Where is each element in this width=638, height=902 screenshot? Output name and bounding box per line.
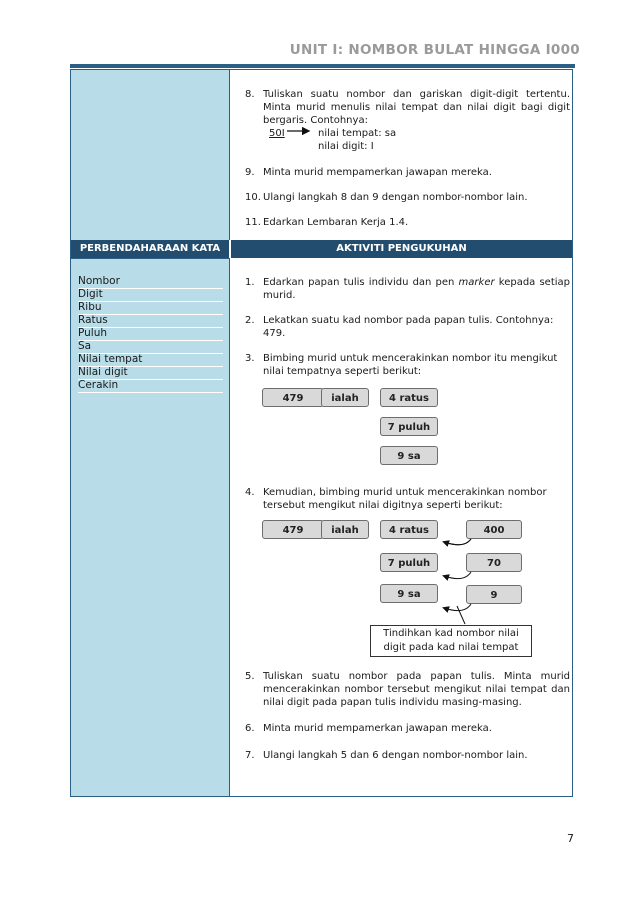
digit-card-9: 9 — [466, 585, 522, 604]
step-6 — [245, 722, 570, 735]
note-pointer-line — [457, 606, 465, 624]
step-number: 8. — [245, 89, 255, 100]
place-card-puluh: 7 puluh — [380, 417, 438, 436]
curved-arrow-icon — [444, 539, 471, 545]
digit-card-70: 70 — [466, 553, 522, 572]
step-number: 11. — [245, 217, 261, 228]
step-number: 1. — [245, 277, 255, 288]
vocab-item: Puluh — [78, 327, 223, 341]
step-text: Ulangi langkah 8 dan 9 dengan nombor-nombor lain. — [263, 192, 528, 203]
page-number: 7 — [567, 832, 574, 845]
marker-term: marker — [458, 277, 495, 288]
vocab-item: Ribu — [78, 301, 223, 315]
example-place-value: nilai tempat: sa — [318, 128, 397, 139]
step-text: Lekatkan suatu kad nombor pada papan tulis. Contohnya: 479. — [263, 315, 554, 339]
vocab-item: Sa — [78, 340, 223, 354]
number-card: 479 — [262, 388, 324, 407]
vocab-item: Nilai tempat — [78, 353, 223, 367]
vocabulary-heading: PERBENDAHARAAN KATA — [79, 243, 221, 254]
vocab-item: Nilai digit — [78, 366, 223, 380]
vocab-item: Digit — [78, 288, 223, 302]
example-number: 50I — [269, 128, 285, 139]
step-text: Ulangi langkah 5 dan 6 dengan nombor-nombor lain. — [263, 750, 528, 761]
ialah-card: ialah — [321, 520, 369, 539]
place-card-puluh: 7 puluh — [380, 553, 438, 572]
step-number: 10. — [245, 192, 261, 203]
step-number: 4. — [245, 487, 255, 498]
step-text: Edarkan Lembaran Kerja 1.4. — [263, 217, 409, 228]
step-number: 5. — [245, 671, 255, 682]
digit-card-400: 400 — [466, 520, 522, 539]
step-text: Edarkan papan tulis individu dan pen marker kepada setiap murid. — [263, 277, 570, 301]
vocab-item: Ratus — [78, 314, 223, 328]
example-digit-value: nilai digit: I — [318, 141, 374, 152]
place-card-sa: 9 sa — [380, 584, 438, 603]
number-card: 479 — [262, 520, 324, 539]
step-5 — [245, 670, 570, 709]
step-text: Minta murid mempamerkan jawapan mereka. — [263, 723, 492, 734]
vocab-item: Cerakin — [78, 379, 223, 393]
overlay-note: Tindihkan kad nombor nilai digit pada kad nilai tempat — [370, 625, 532, 657]
place-card-sa: 9 sa — [380, 446, 438, 465]
step-text: Tuliskan suatu nombor dan gariskan digit-digit tertentu. Minta murid menulis nilai tempat dan nilai digit bagi digit bergaris. Contohnya: — [263, 89, 570, 126]
ialah-card: ialah — [321, 388, 369, 407]
step-text: Tuliskan suatu nombor pada papan tulis. Minta murid mencerakinkan nombor tersebut mengikut nilai tempat dan nilai digit pada papan tulis individu masing-masing. — [263, 671, 570, 708]
curved-arrow-icon — [444, 572, 471, 579]
place-card-ratus: 4 ratus — [380, 388, 438, 407]
step-text: Bimbing murid untuk mencerakinkan nombor itu mengikut nilai tempatnya seperti berikut: — [263, 353, 558, 377]
activity-heading: AKTIVITI PENGUKUHAN — [336, 243, 467, 254]
step-number: 3. — [245, 353, 255, 364]
step-number: 9. — [245, 167, 255, 178]
step-number: 2. — [245, 315, 255, 326]
step-text: Minta murid mempamerkan jawapan mereka. — [263, 167, 492, 178]
step-number: 6. — [245, 723, 255, 734]
unit-title: UNIT I: NOMBOR BULAT HINGGA I000 — [289, 42, 580, 58]
place-card-ratus: 4 ratus — [380, 520, 438, 539]
step-text: Kemudian, bimbing murid untuk mencerakinkan nombor tersebut mengikut nilai digitnya seperti berikut: — [263, 487, 547, 511]
step-number: 7. — [245, 750, 255, 761]
vocab-item: Nombor — [78, 275, 223, 289]
step-7 — [245, 749, 570, 762]
